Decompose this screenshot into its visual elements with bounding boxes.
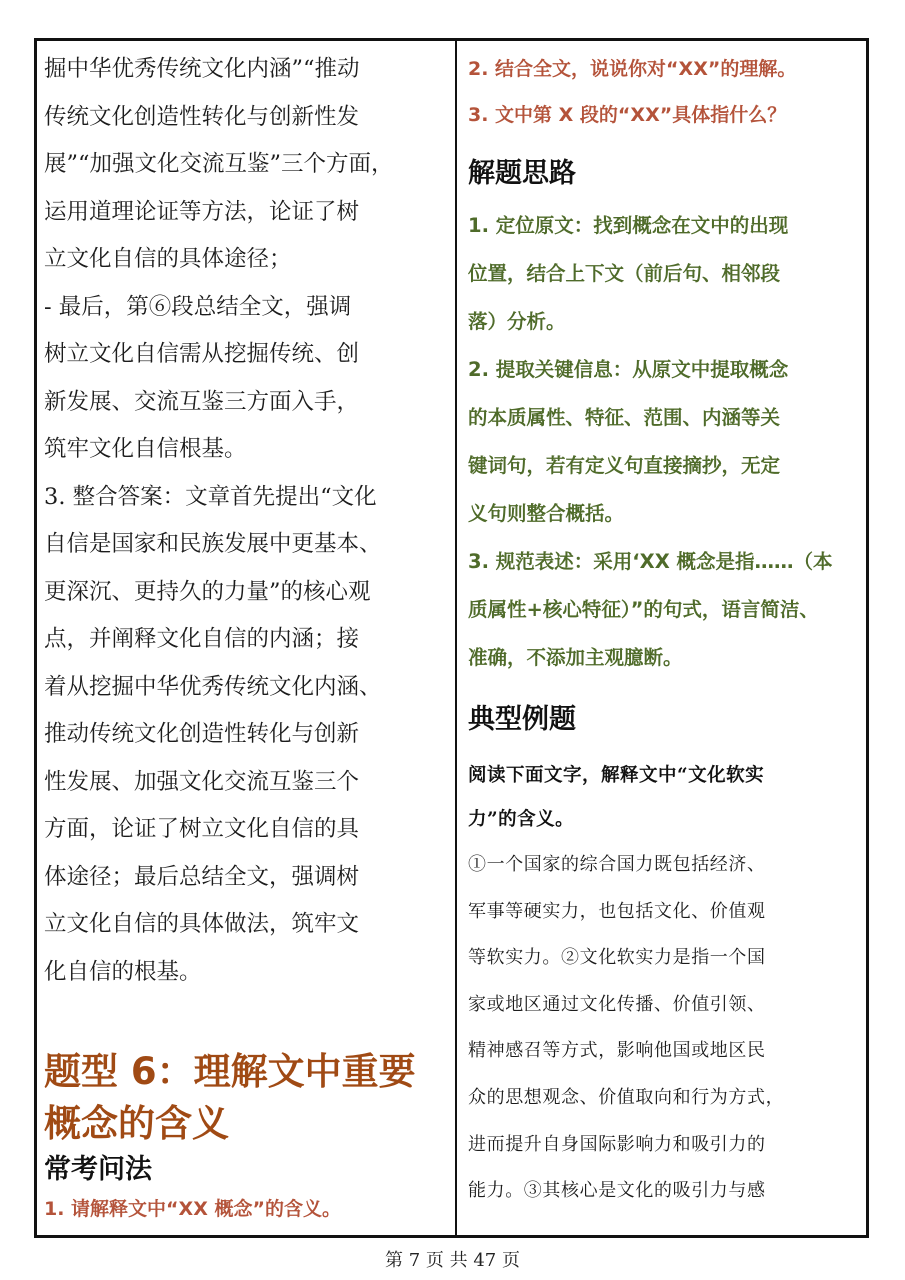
approach-line: 3. 规范表述：采用‘XX 概念是指……（本 (468, 550, 833, 573)
example-prompt-line: 力”的含义。 (468, 809, 575, 830)
example-heading: 典型例题 (468, 704, 576, 735)
approach-line: 位置，结合上下文（前后句、相邻段 (468, 262, 781, 285)
common-questions-heading: 常考问法 (44, 1154, 152, 1185)
paragraph-line: 着从挖掘中华优秀传统文化内涵、 (44, 673, 382, 700)
paragraph-line: 树立文化自信需从挖掘传统、创 (44, 341, 360, 367)
left-column (44, 46, 444, 1228)
example-prompt-line: 阅读下面文字，解释文中“文化软实 (468, 765, 765, 786)
approach-line: 的本质属性、特征、范围、内涵等关 (468, 406, 781, 429)
question-item: 3. 文中第 X 段的“XX”具体指什么？ (468, 104, 787, 126)
type-title-line: 概念的含义 (44, 1102, 229, 1145)
paragraph-line: 立文化自信的具体做法，筑牢文 (44, 911, 360, 937)
approach-line: 质属性+核心特征）”的句式，语言简洁、 (468, 598, 819, 621)
paragraph-line: 运用道理论证等方法，论证了树 (44, 198, 360, 225)
example-text-line: 家或地区通过文化传播、价值引领、 (468, 993, 766, 1015)
question-item: 1. 请解释文中“XX 概念”的含义。 (44, 1198, 341, 1220)
type-title-line: 题型 6：理解文中重要 (44, 1050, 416, 1093)
spacer (44, 996, 444, 1046)
paragraph-line: 自信是国家和民族发展中更基本、 (44, 531, 382, 557)
approach-line: 键词句，若有定义句直接摘抄，无定 (468, 454, 781, 477)
paragraph-line: 性发展、加强文化交流互鉴三个 (44, 768, 360, 795)
paragraph-line: 化自信的根基。 (44, 958, 202, 985)
page-number: 第 7 页 共 47 页 (385, 1250, 520, 1271)
paragraph-line: 传统文化创造性转化与创新性发 (44, 103, 360, 130)
paragraph-line: 方面，论证了树立文化自信的具 (44, 816, 360, 842)
example-text-line: ①一个国家的综合国力既包括经济、 (468, 854, 766, 875)
paragraph-line: 新发展、交流互鉴三方面入手， (44, 388, 360, 415)
paragraph-line: 筑牢文化自信根基。 (44, 436, 247, 462)
example-passage (468, 842, 860, 1215)
question-type-title (44, 1046, 444, 1150)
paragraph-line: 展”“加强文化交流互鉴”三个方面， (44, 151, 394, 177)
question-item: 2. 结合全文，说说你对“XX”的理解。 (468, 58, 797, 80)
paragraph-line: 点，并阐释文化自信的内涵；接 (44, 626, 360, 652)
example-prompt (468, 754, 860, 842)
approach-line: 2. 提取关键信息：从原文中提取概念 (468, 358, 789, 381)
paragraph-line: 掘中华优秀传统文化内涵”“推动 (44, 56, 360, 82)
approach-heading: 解题思路 (468, 158, 576, 189)
example-text-line: 众的思想观念、价值取向和行为方式， (468, 1086, 785, 1108)
example-text-line: 军事等硬实力，也包括文化、价值观 (468, 900, 766, 922)
paragraph-line: 立文化自信的具体途径； (44, 246, 292, 272)
paragraph-line: 体途径；最后总结全文，强调树 (44, 863, 360, 890)
column-divider (455, 38, 457, 1238)
answer-paragraph (44, 46, 444, 996)
paragraph-line: 更深沉、更持久的力量”的核心观 (44, 578, 371, 605)
example-text-line: 等软实力。②文化软实力是指一个国 (468, 947, 766, 969)
right-column (468, 46, 860, 1215)
approach-line: 落）分析。 (468, 310, 566, 333)
approach-line: 义句则整合概括。 (468, 502, 625, 525)
example-text-line: 精神感召等方式，影响他国或地区民 (468, 1040, 766, 1062)
approach-line: 1. 定位原文：找到概念在文中的出现 (468, 214, 789, 237)
paragraph-line: 3. 整合答案：文章首先提出“文化 (44, 483, 377, 510)
paragraph-line: 推动传统文化创造性转化与创新 (44, 721, 360, 747)
approach-line: 准确，不添加主观臆断。 (468, 646, 683, 669)
approach-steps (468, 202, 860, 682)
paragraph-line: - 最后，第⑥段总结全文，强调 (44, 293, 352, 320)
example-text-line: 进而提升自身国际影响力和吸引力的 (468, 1133, 766, 1155)
example-text-line: 能力。③其核心是文化的吸引力与感 (468, 1180, 766, 1202)
